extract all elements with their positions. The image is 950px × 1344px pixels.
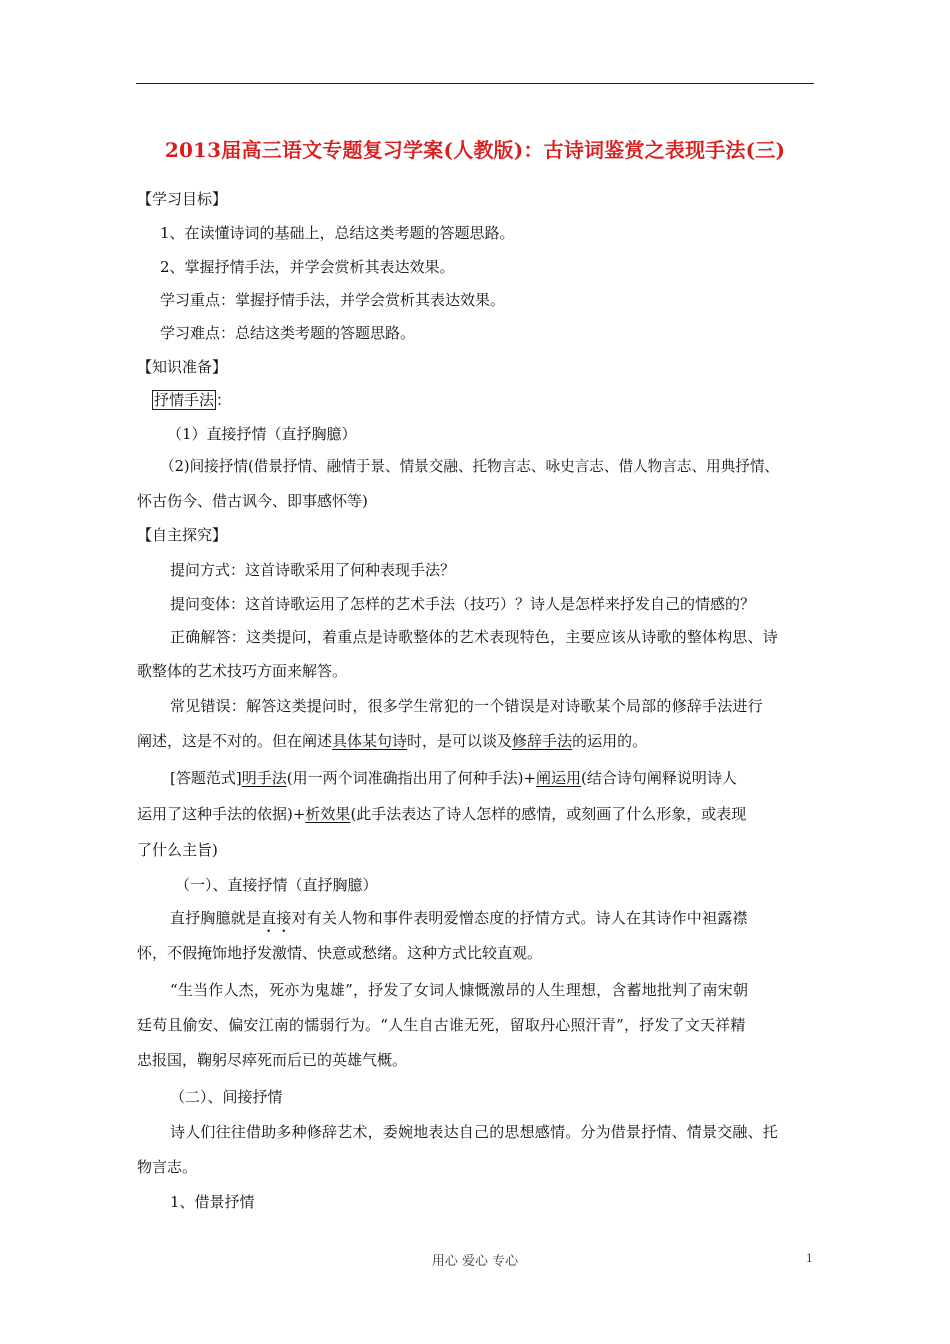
common-error-underline-b: 修辞手法 xyxy=(512,732,573,750)
answer-model-text-1: (用一两个词准确指出用了何种手法)+ xyxy=(286,769,537,787)
section-1-paragraph-1-line-2: 怀，不假掩饰地抒发激情、快意或愁绪。这种方式比较直观。 xyxy=(137,944,543,962)
common-error-line-1: 常见错误：解答这类提问时，很多学生常犯的一个错误是对诗歌某个局部的修辞手法进行 xyxy=(170,697,763,715)
header-rule xyxy=(136,83,814,84)
common-error-text-b: 时，是可以谈及 xyxy=(407,732,513,750)
section-2-subheading: 1、借景抒情 xyxy=(170,1193,255,1211)
knowledge-item-1: （1）直接抒情（直抒胸臆） xyxy=(167,425,357,443)
answer-model-step-2: 阐运用 xyxy=(536,769,582,787)
knowledge-term: 抒情手法 xyxy=(154,391,215,409)
answer-model-line-1 xyxy=(170,768,737,788)
answer-model-step-3: 析效果 xyxy=(305,805,351,823)
objective-1: 1、在读懂诗词的基础上，总结这类考题的答题思路。 xyxy=(160,224,515,242)
answer-model-text-4: (此手法表达了诗人怎样的感情，或刻画了什么形象，或表现 xyxy=(350,805,747,823)
section-1-paragraph-1-line-1 xyxy=(170,908,748,936)
knowledge-item-2-line-2: 怀古伤今、借古讽今、即事感怀等) xyxy=(137,492,368,510)
section-1-paragraph-2-line-3: 忠报国，鞠躬尽瘁死而后已的英雄气概。 xyxy=(137,1051,408,1069)
common-error-underline-a: 具体某句诗 xyxy=(332,732,408,750)
section-1-text-a: 直抒胸臆就是 xyxy=(170,909,262,927)
page-number: 1 xyxy=(806,1250,813,1265)
knowledge-item-2-line-1: （2)间接抒情(借景抒情、融情于景、情景交融、托物言志、咏史言志、借人物言志、用典抒情、 xyxy=(160,458,780,475)
common-error-text-a: 阐述，这是不对的。但在阐述 xyxy=(137,732,333,750)
objective-2: 2、掌握抒情手法，并学会赏析其表达效果。 xyxy=(160,258,455,276)
explore-heading: 【自主探究】 xyxy=(137,526,228,544)
key-point: 学习重点：掌握抒情手法，并学会赏析其表达效果。 xyxy=(160,291,506,309)
correct-answer-line-2: 歌整体的艺术技巧方面来解答。 xyxy=(137,662,348,680)
section-1-paragraph-2-line-2: 廷苟且偷安、偏安江南的懦弱行为。“人生自古谁无死，留取丹心照汗青”，抒发了文天祥精 xyxy=(137,1016,746,1034)
ask-way: 提问方式：这首诗歌采用了何种表现手法？ xyxy=(170,561,456,579)
objectives-heading: 【学习目标】 xyxy=(137,190,228,208)
knowledge-heading: 【知识准备】 xyxy=(137,358,228,376)
knowledge-term-suffix: ： xyxy=(216,391,232,409)
section-2-heading: （二）、间接抒情 xyxy=(170,1088,283,1106)
answer-model-line-2 xyxy=(137,804,746,824)
section-1-paragraph-2-line-1: “生当作人杰，死亦为鬼雄”，抒发了女词人慷慨激昂的人生理想，含蓄地批判了南宋朝 xyxy=(170,981,749,999)
section-1-emphasis: 直接 xyxy=(261,909,292,927)
common-error-text-c: 的运用的。 xyxy=(572,732,648,750)
page-footer: 用心 爱心 专心 xyxy=(431,1254,519,1269)
answer-model-step-1: 明手法 xyxy=(241,769,287,787)
section-2-paragraph-line-1: 诗人们往往借助多种修辞艺术，委婉地表达自己的思想感情。分为借景抒情、情景交融、托 xyxy=(170,1123,779,1141)
answer-model-text-2: (结合诗句阐释说明诗人 xyxy=(581,769,737,787)
answer-model-text-3: 运用了这种手法的依据)+ xyxy=(137,805,306,823)
correct-answer-line-1: 正确解答：这类提问，着重点是诗歌整体的艺术表现特色，主要应该从诗歌的整体构思、诗 xyxy=(170,628,779,646)
section-1-heading: （一）、直接抒情（直抒胸臆） xyxy=(175,876,378,894)
section-1-text-b: 对有关人物和事件表明爱憎态度的抒情方式。诗人在其诗作中袒露襟 xyxy=(291,909,748,927)
document-title: 2013届高三语文专题复习学案(人教版)：古诗词鉴赏之表现手法(三) xyxy=(164,138,786,162)
answer-model-label: [答题范式] xyxy=(170,769,242,787)
difficult-point: 学习难点：总结这类考题的答题思路。 xyxy=(160,324,416,342)
knowledge-term-line xyxy=(152,390,231,410)
section-2-paragraph-line-2: 物言志。 xyxy=(137,1158,198,1176)
ask-variant: 提问变体：这首诗歌运用了怎样的艺术手法（技巧）？诗人是怎样来抒发自己的情感的？ xyxy=(170,595,756,613)
answer-model-line-3: 了什么主旨) xyxy=(137,841,218,859)
common-error-line-2 xyxy=(137,731,647,751)
